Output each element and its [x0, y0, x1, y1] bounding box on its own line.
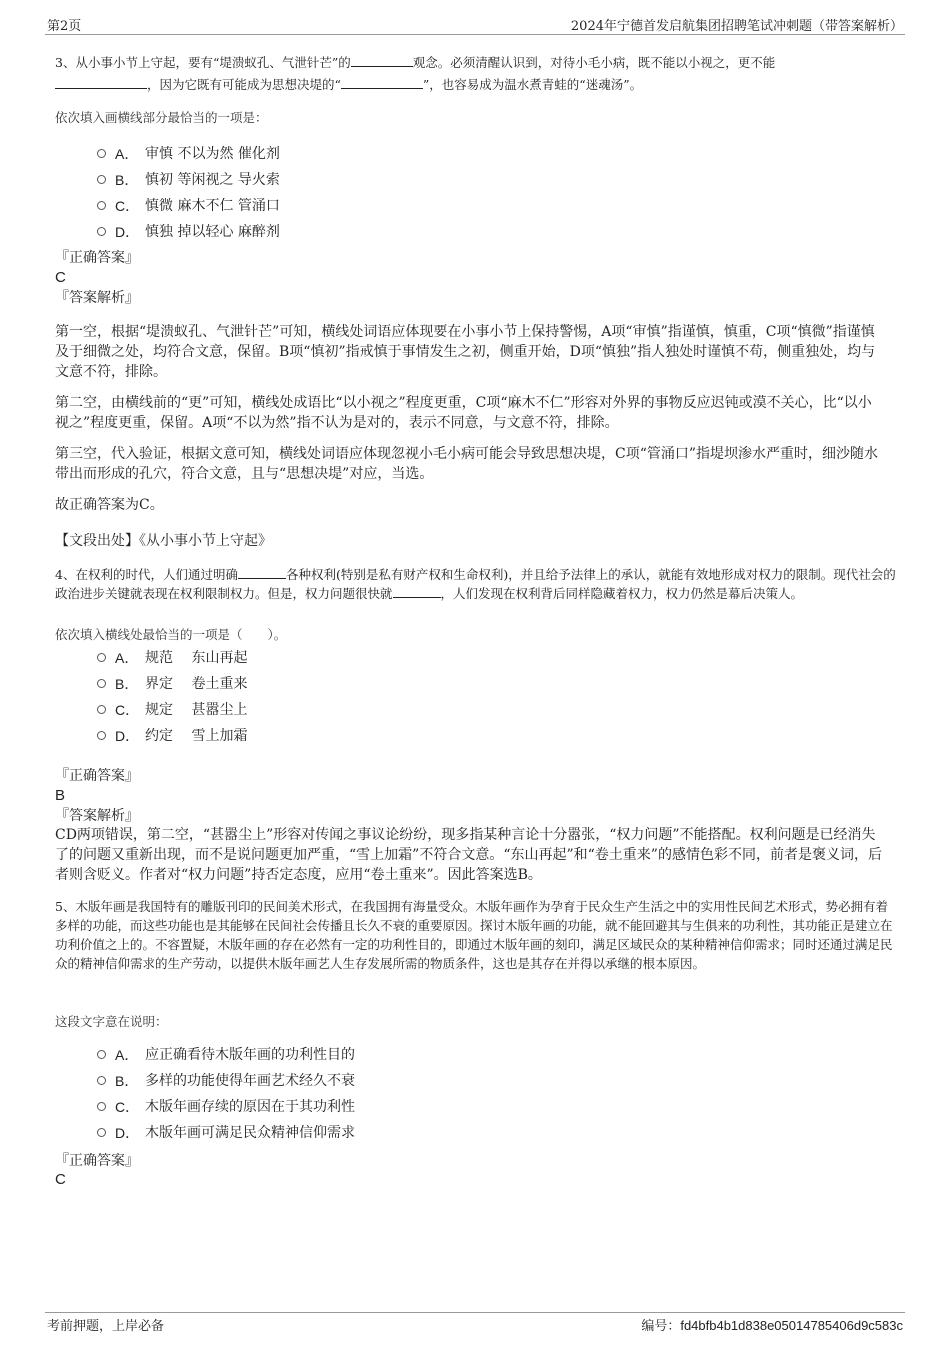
q3-stem-part-1: 3、从小事小节上守起，要有“堤溃蚁孔、气泄针芒”的 — [55, 55, 351, 70]
blank — [393, 584, 441, 598]
radio-button[interactable] — [97, 1128, 106, 1137]
q3-prompt: 依次填入画横线部分最恰当的一项是： — [55, 110, 268, 125]
radio-button[interactable] — [97, 1050, 106, 1059]
analysis-paragraph: 第一空，根据“堤溃蚁孔、气泄针芒”可知，横线处词语应体现要在小事小节上保持警惕，A项“审慎”指谨慎，慎重，C项“慎微”指谨慎及于细微之处，均符合文意，保留。B项“慎初”指戒慎于事情发生之初，侧重开始，D项“慎独”指人独处时谨慎不苟，侧重独处，均与文意不符，排除。 — [55, 324, 876, 380]
q3-answer-label: 『正确答案』 — [55, 250, 139, 266]
q3-analysis — [55, 322, 885, 526]
footer-id-code: fd4bfb4b1d838e05014785406d9c583c — [680, 1318, 903, 1333]
option-letter: D． — [115, 728, 140, 744]
option-text: 木版年画存续的原因在于其功利性 — [145, 1099, 355, 1115]
footer-slogan: 考前押题，上岸必备 — [47, 1319, 165, 1334]
radio-button[interactable] — [97, 175, 106, 184]
radio-button[interactable] — [97, 1076, 106, 1085]
blank — [55, 75, 147, 89]
radio-button[interactable] — [97, 705, 106, 714]
option-text: 木版年画可满足民众精神信仰需求 — [145, 1125, 355, 1141]
option-letter: A． — [115, 146, 139, 162]
page-footer — [45, 1312, 905, 1333]
option-text: 界定 卷土重来 — [145, 676, 248, 692]
analysis-paragraph: 故正确答案为C。 — [55, 497, 164, 513]
option-text: 慎初 等闲视之 导火索 — [145, 172, 280, 188]
option-letter: B． — [115, 676, 139, 692]
q4-prompt: 依次填入横线处最恰当的一项是（ ）。 — [55, 627, 287, 642]
option-text: 多样的功能使得年画艺术经久不衰 — [145, 1073, 355, 1089]
radio-button[interactable] — [97, 1102, 106, 1111]
q4-stem-part-2: 各种权利(特别是私有财产权和生命权利)，并且给予法律上的承认，就能有效地形成对权力的限制。现代社会的政治进步关键就表现在权利限制权力。但是，权力问题很快就 — [55, 567, 896, 601]
option-text: 审慎 不以为然 催化剂 — [145, 146, 280, 162]
option-text: 应正确看待木版年画的功利性目的 — [145, 1047, 355, 1063]
q5-prompt: 这段文字意在说明： — [55, 1014, 168, 1029]
q3-answer: C — [55, 269, 66, 286]
q4-answer-label: 『正确答案』 — [55, 768, 139, 784]
option-letter: C． — [115, 198, 140, 214]
analysis-paragraph: 第三空，代入验证，根据文意可知，横线处词语应体现忽视小毛小病可能会导致思想决堤，C项“管涌口”指堤坝渗水严重时，细沙随水带出而形成的孔穴，符合文意，且与“思想决堤”对应，当选。 — [55, 446, 879, 482]
q4-stem-part-1: 4、在权利的时代，人们通过明确 — [55, 567, 238, 582]
option-text: 规定 甚嚣尘上 — [145, 702, 248, 718]
option-text: 慎微 麻木不仁 管涌口 — [145, 198, 280, 214]
option-letter: D． — [115, 224, 140, 240]
q3-analysis-label: 『答案解析』 — [55, 290, 139, 306]
radio-button[interactable] — [97, 653, 106, 662]
footer-id-label: 编号： — [641, 1319, 681, 1334]
blank — [351, 53, 413, 67]
blank — [238, 565, 286, 579]
blank — [341, 75, 423, 89]
analysis-paragraph: 第二空，由横线前的“更”可知，横线处成语比“以小视之”程度更重，C项“麻木不仁”形容对外界的事物反应迟钝或漠不关心，比“以小视之”程度更重，保留。A项“不以为然”指不认为是对的，表示不同意，与文意不符，排除。 — [55, 395, 872, 431]
question-4-stem — [55, 565, 898, 603]
option-letter: B． — [115, 1073, 139, 1089]
q5-answer-label: 『正确答案』 — [55, 1153, 139, 1169]
radio-button[interactable] — [97, 679, 106, 688]
q3-stem-part-3: ，因为它既有可能成为思想决堤的“ — [147, 77, 341, 92]
option-letter: C． — [115, 1099, 140, 1115]
option-letter: C． — [115, 702, 140, 718]
radio-button[interactable] — [97, 149, 106, 158]
option-letter: A． — [115, 650, 139, 666]
question-5-stem: 5、木版年画是我国特有的雕版刊印的民间美术形式，在我国拥有海量受众。木版年画作为孕育于民众生产生活之中的实用性民间艺术形式，势必拥有着多样的功能，而这些功能也是其能够在民间社会传播且长久不衰的重要原因。探讨木版年画的功能，就不能回避其与生俱来的功利性，其功能正是建立在功利价值之上的。不容置疑，木版年画的存在必然有一定的功利性目的，即通过木版年画的刻印，满足区域民众的某种精神信仰需求；同时还通过满足民众的精神信仰需求的生产劳动，以提供木版年画艺人生存发展所需的物质条件，这也是其存在并得以承继的根本原因。 — [55, 899, 893, 971]
radio-button[interactable] — [97, 227, 106, 236]
option-letter: A． — [115, 1047, 139, 1063]
q3-stem-part-2: 观念。必须清醒认识到，对待小毛小病，既不能以小视之，更不能 — [412, 55, 776, 70]
q4-stem-part-3: ，人们发现在权利背后同样隐藏着权力，权力仍然是幕后决策人。 — [440, 586, 804, 601]
question-3-stem — [55, 52, 888, 96]
option-letter: B． — [115, 172, 139, 188]
option-text: 约定 雪上加霜 — [145, 728, 248, 744]
radio-button[interactable] — [97, 201, 106, 210]
q3-source: 【文段出处】《从小事小节上守起》 — [55, 533, 272, 549]
document-title: 2024年宁德首发启航集团招聘笔试冲刺题（带答案解析） — [570, 19, 903, 34]
option-text: 规范 东山再起 — [145, 650, 248, 666]
radio-button[interactable] — [97, 731, 106, 740]
footer-id — [641, 1315, 903, 1334]
option-letter: D． — [115, 1125, 140, 1141]
q4-analysis-label: 『答案解析』 — [55, 808, 139, 824]
q4-analysis: CD两项错误，第二空，“甚嚣尘上”形容对传闻之事议论纷纷，现多指某种言论十分嚣张，“权力问题”不能搭配。权利问题是已经消失了的问题又重新出现，而不是说问题更加严重，“雪上加霜”不符合文意。“东山再起”和“卷土重来”的感情色彩不同，前者是褒义词，后者则含贬义。作者对“权力问题”持否定态度，应用“卷土重来”。因此答案选B。 — [55, 827, 882, 883]
q3-stem-part-4: ”，也容易成为温水煮青蛙的“迷魂汤”。 — [422, 77, 643, 92]
page-header — [45, 14, 905, 35]
option-text: 慎独 掉以轻心 麻醉剂 — [145, 224, 280, 240]
q5-answer: C — [55, 1171, 66, 1188]
q4-answer: B — [55, 787, 66, 804]
page-number: 第2页 — [47, 19, 82, 34]
